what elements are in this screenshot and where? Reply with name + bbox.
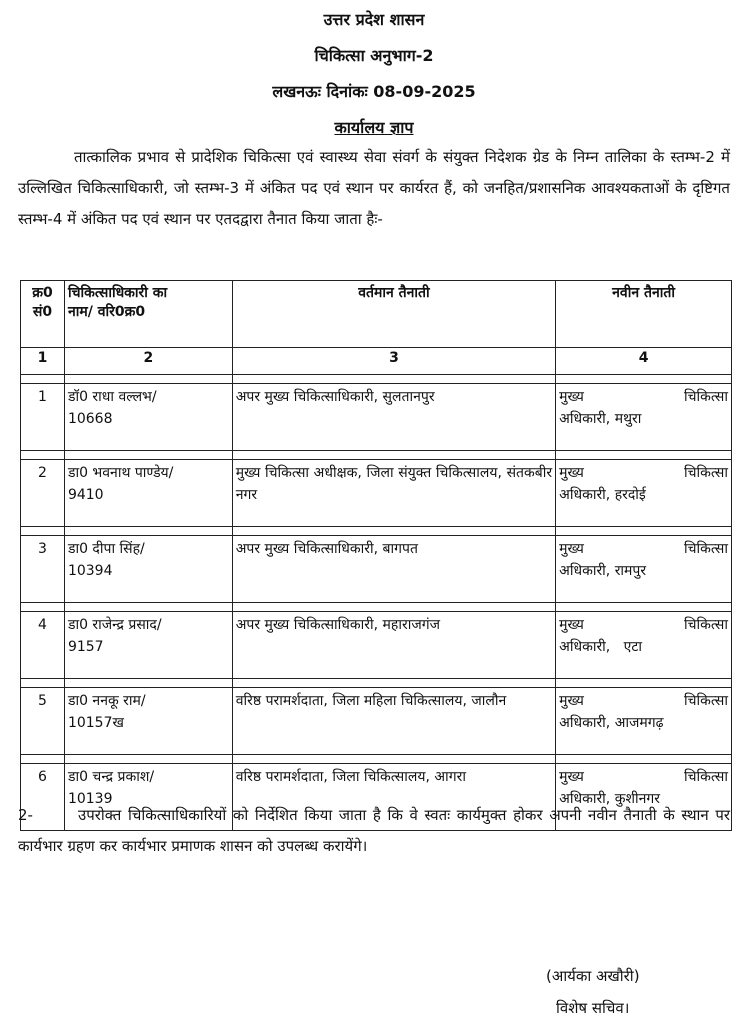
row-spacer [21, 451, 732, 460]
row-spacer [21, 527, 732, 536]
date-line: लखनऊः दिनांकः 08-09-2025 [272, 82, 476, 101]
seniority-number: 10157ख [67, 715, 124, 731]
signatory-name: (आर्यका अखौरी) [546, 967, 640, 985]
new-posting-place: अधिकारी, आजमगढ़ [559, 715, 664, 731]
new-posting-word: चिकित्सा [684, 769, 728, 785]
col-number: 1 [21, 348, 65, 375]
row-sno: 5 [21, 688, 65, 755]
column-number-row [21, 348, 732, 375]
paragraph-2 [18, 800, 730, 862]
header-sno: क्र0 सं0 [21, 281, 65, 348]
header-current: वर्तमान तैनाती [232, 281, 555, 348]
signatory-designation: विशेष सचिव। [556, 999, 630, 1017]
current-posting: वरिष्ठ परामर्शदाता, जिला चिकित्सालय, आगरा [232, 764, 555, 831]
row-spacer [21, 603, 732, 612]
new-posting-place: अधिकारी, रामपुर [559, 563, 647, 579]
table-header-row [21, 281, 732, 348]
row-sno: 6 [21, 764, 65, 831]
govt-heading: उत्तर प्रदेश शासन [323, 10, 425, 29]
officer-name: डा0 भवनाथ पाण्डेय/ [67, 465, 174, 481]
officer-cell [64, 384, 232, 451]
seniority-number: 10139 [67, 791, 113, 807]
new-posting-word: चिकित्सा [684, 389, 728, 405]
new-posting-word: चिकित्सा [684, 541, 728, 557]
row-sno: 4 [21, 612, 65, 679]
new-posting [556, 460, 732, 527]
header-new: नवीन तैनाती [556, 281, 732, 348]
table-row [21, 536, 732, 603]
table-row [21, 384, 732, 451]
row-spacer [21, 679, 732, 688]
new-posting-place: अधिकारी, कुशीनगर [559, 791, 660, 807]
row-spacer [21, 755, 732, 764]
officer-cell [64, 460, 232, 527]
new-posting-word: मुख्य [559, 617, 584, 633]
officer-name: डा0 राजेन्द्र प्रसाद/ [67, 617, 162, 633]
officer-name: डा0 ननकू राम/ [67, 693, 146, 709]
officer-cell [64, 536, 232, 603]
paragraph-number: 2- [18, 806, 33, 824]
current-posting: मुख्य चिकित्सा अधीक्षक, जिला संयुक्त चिकित्सालय, संतकबीर नगर [232, 460, 555, 527]
table-row [21, 612, 732, 679]
new-posting-word: चिकित्सा [684, 693, 728, 709]
current-posting: अपर मुख्य चिकित्साधिकारी, सुलतानपुर [232, 384, 555, 451]
row-spacer [21, 375, 732, 384]
new-posting-place: अधिकारी, एटा [559, 639, 643, 655]
officer-name: डा0 चन्द्र प्रकाश/ [67, 769, 155, 785]
table-row [21, 688, 732, 755]
officer-cell [64, 688, 232, 755]
col-number: 2 [64, 348, 232, 375]
new-posting [556, 536, 732, 603]
new-posting-word: मुख्य [559, 769, 584, 785]
new-posting-place: अधिकारी, हरदोई [559, 487, 646, 503]
new-posting-word: चिकित्सा [684, 465, 728, 481]
posting-table [20, 280, 732, 831]
officer-name: डॉ0 राधा वल्लभ/ [67, 389, 157, 405]
new-posting [556, 612, 732, 679]
new-posting-word: चिकित्सा [684, 617, 728, 633]
current-posting: अपर मुख्य चिकित्साधिकारी, महाराजगंज [232, 612, 555, 679]
current-posting: वरिष्ठ परामर्शदाता, जिला महिला चिकित्सालय, जालौन [232, 688, 555, 755]
new-posting-place: अधिकारी, मथुरा [559, 411, 642, 427]
seniority-number: 10394 [67, 563, 113, 579]
new-posting [556, 384, 732, 451]
col-number: 4 [556, 348, 732, 375]
section-heading: चिकित्सा अनुभाग-2 [314, 46, 434, 65]
seniority-number: 9410 [67, 487, 104, 503]
new-posting-word: मुख्य [559, 693, 584, 709]
row-sno: 3 [21, 536, 65, 603]
new-posting-word: मुख्य [559, 541, 584, 557]
intro-paragraph: तात्कालिक प्रभाव से प्रादेशिक चिकित्सा एवं स्वास्थ्य सेवा संवर्ग के संयुक्त निदेशक ग्रेड के निम्न तालिका के स्तम्भ-2 में उल्लिखित चिकित्साधिकारी, जो स्तम्भ-3 में अंकित पद एवं स्थान पर कार्यरत हैं, को जनहित/प्रशासनिक आवश्यकताओं के दृष्टिगत स्तम्भ-4 में अंकित पद एवं स्थान पर एतदद्वारा तैनात किया जाता हैः- [18, 148, 730, 228]
row-sno: 1 [21, 384, 65, 451]
officer-cell [64, 612, 232, 679]
header-name: चिकित्साधिकारी का नाम/ वरि0क्र0 [64, 281, 232, 348]
new-posting-word: मुख्य [559, 389, 584, 405]
table-body [21, 375, 732, 831]
current-posting: अपर मुख्य चिकित्साधिकारी, बागपत [232, 536, 555, 603]
memo-title: कार्यालय ज्ञाप [334, 118, 414, 137]
table-row [21, 460, 732, 527]
seniority-number: 9157 [67, 639, 104, 655]
col-number: 3 [232, 348, 555, 375]
new-posting [556, 688, 732, 755]
paragraph-2-text: उपरोक्त चिकित्साधिकारियों को निर्देशित किया जाता है कि वे स्वतः कार्यमुक्त होकर अपनी नवीन तैनाती के स्थान पर कार्यभार ग्रहण कर कार्यभार प्रमाणक शासन को उपलब्ध करायेंगे। [18, 806, 730, 855]
seniority-number: 10668 [67, 411, 113, 427]
new-posting-word: मुख्य [559, 465, 584, 481]
officer-name: डा0 दीपा सिंह/ [67, 541, 145, 557]
row-sno: 2 [21, 460, 65, 527]
